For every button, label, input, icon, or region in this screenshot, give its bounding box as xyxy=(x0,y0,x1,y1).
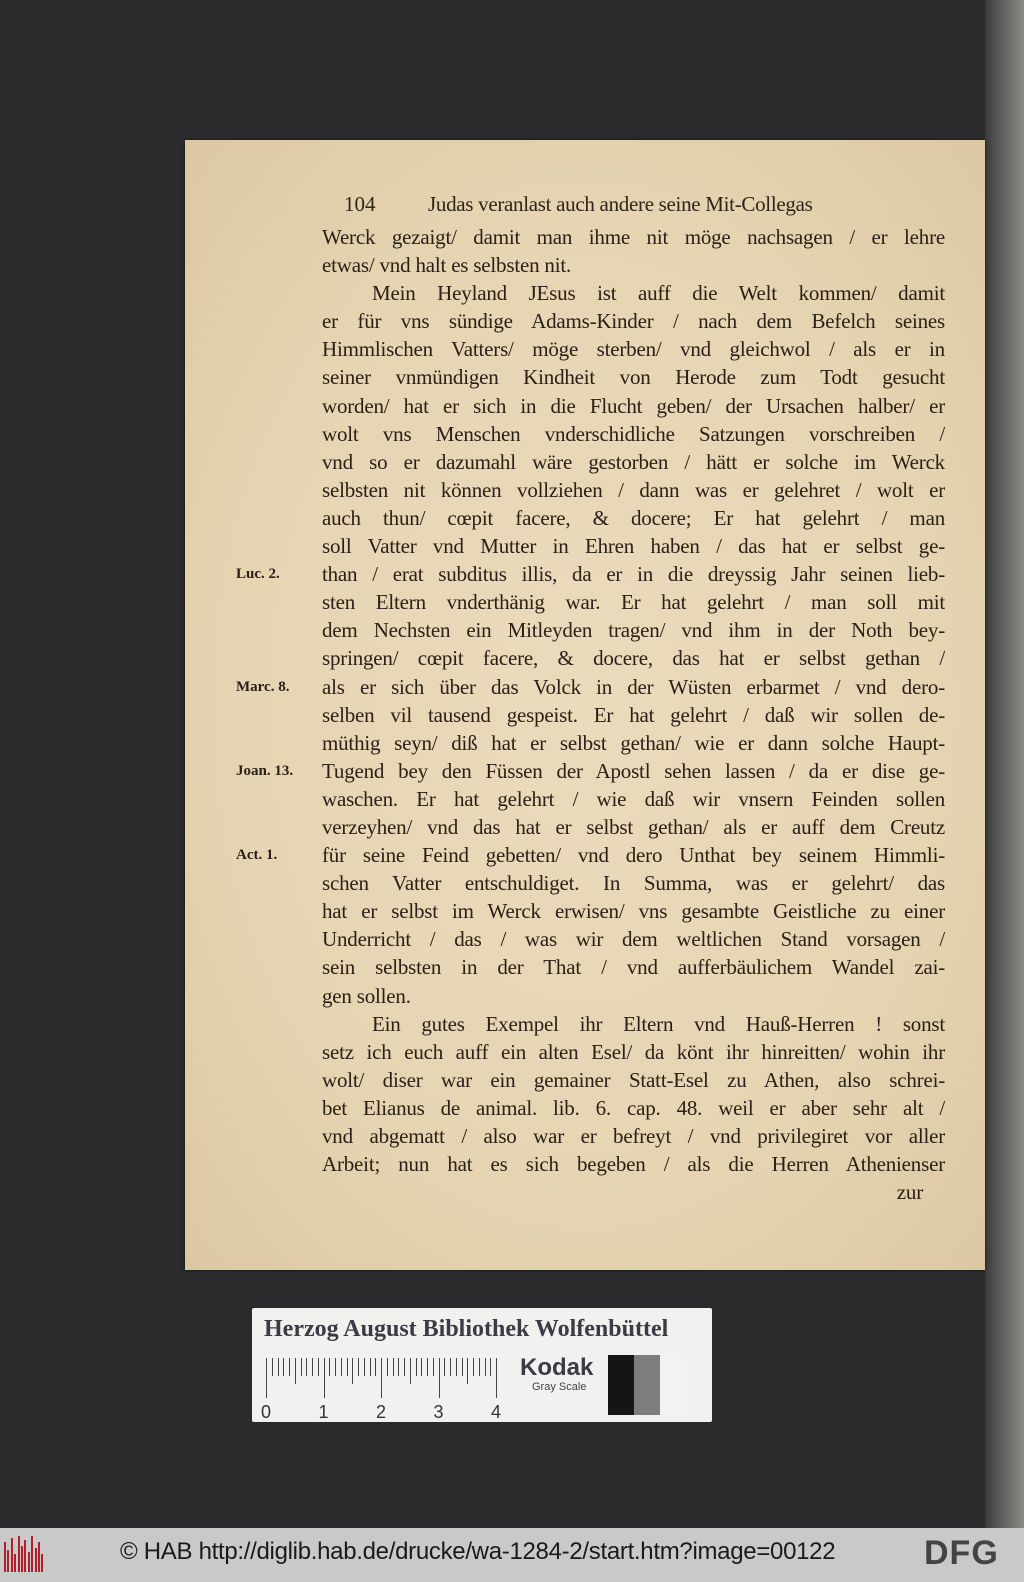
kodak-logo: Kodak xyxy=(520,1354,594,1381)
marginal-reference: Joan. 13. xyxy=(236,762,294,779)
text-line: für seine Feind gebetten/ vnd dero Unthat bey seinem Himmli- xyxy=(322,843,945,868)
ruler-tick xyxy=(358,1358,359,1376)
ruler-tick xyxy=(272,1358,273,1376)
ruler-tick xyxy=(444,1358,445,1376)
text-line: soll Vatter vnd Mutter in Ehren haben / das hat er selbst ge- xyxy=(322,534,945,559)
ruler-number: 4 xyxy=(491,1402,502,1422)
ruler-tick xyxy=(462,1358,463,1376)
ruler-tick xyxy=(416,1358,417,1376)
logo-bar xyxy=(41,1554,43,1572)
ruler-tick xyxy=(306,1358,307,1376)
text-line: er für vns sündige Adams-Kinder / nach dem Befelch seines xyxy=(322,309,945,334)
running-head-title: Judas veranlast auch andere seine Mit-Collegas xyxy=(428,192,813,216)
text-line: gen sollen. xyxy=(322,983,411,1008)
footer-bar xyxy=(0,1528,1024,1582)
ruler-tick xyxy=(352,1358,353,1384)
ruler-tick xyxy=(387,1358,388,1376)
gray-scale-label: Gray Scale xyxy=(532,1381,587,1393)
ruler-tick xyxy=(450,1358,451,1376)
ruler-tick xyxy=(433,1358,434,1376)
text-line: als er sich über das Volck in der Wüsten erbarmet / vnd dero- xyxy=(322,674,945,699)
text-line: waschen. Er hat gelehrt / wie daß wir vnsern Feinden sollen xyxy=(322,786,945,811)
ruler-tick xyxy=(473,1358,474,1376)
ruler-number: 1 xyxy=(318,1402,329,1422)
ruler-scale xyxy=(261,1358,506,1422)
text-line: vnd abgematt / also war er befreyt / vnd privilegiret vor aller xyxy=(322,1124,945,1148)
text-line: verzeyhen/ vnd das hat er selbst gethan/ als er auff dem Creutz xyxy=(322,814,945,839)
text-line: springen/ cœpit facere, & docere, das hat er selbst gethan / xyxy=(322,646,945,671)
ruler-tick xyxy=(398,1358,399,1376)
text-line: bet Elianus de animal. lib. 6. cap. 48. weil er aber sehr alt / xyxy=(322,1095,945,1120)
ruler-tick xyxy=(490,1358,491,1376)
ruler-tick xyxy=(318,1358,319,1376)
logo-bar xyxy=(28,1552,30,1572)
text-line: Ein gutes Exempel ihr Eltern vnd Hauß-Herren ! sonst xyxy=(372,1011,945,1036)
gray-patch xyxy=(660,1355,686,1415)
logo-bar xyxy=(4,1542,6,1572)
ruler-tick xyxy=(335,1358,336,1376)
ruler-tick xyxy=(283,1358,284,1376)
marginal-reference: Luc. 2. xyxy=(236,566,280,583)
ruler-tick xyxy=(266,1358,267,1398)
ruler-tick xyxy=(312,1358,313,1376)
logo-bar xyxy=(7,1550,9,1572)
ruler-tick xyxy=(347,1358,348,1376)
ruler-tick xyxy=(329,1358,330,1376)
logo-bar xyxy=(24,1540,26,1572)
text-line: Tugend bey den Füssen der Apostl sehen lassen / da er dise ge- xyxy=(322,758,945,783)
ruler-tick xyxy=(393,1358,394,1376)
body-text xyxy=(322,223,945,1206)
text-line: selbsten nit können vollziehen / dann was er gelehret / wolt er xyxy=(322,477,945,502)
ruler-tick xyxy=(324,1358,325,1398)
ruler-number: 2 xyxy=(376,1402,387,1422)
catchword: zur xyxy=(896,1180,923,1205)
ruler-tick xyxy=(439,1358,440,1398)
book-edge xyxy=(985,0,1024,1528)
ruler-tick xyxy=(467,1358,468,1384)
ruler-tick xyxy=(375,1358,376,1376)
running-header xyxy=(344,192,884,220)
ruler-tick xyxy=(410,1358,411,1384)
text-line: vnd so er dazumahl wäre gestorben / hätt er solche im Werck xyxy=(322,449,945,474)
gray-patch xyxy=(634,1355,660,1415)
text-line: sten Eltern vnderthänig war. Er hat gelehrt / man soll mit xyxy=(322,590,945,615)
copyright-url[interactable]: © HAB http://diglib.hab.de/drucke/wa-1284-2/start.htm?image=00122 xyxy=(120,1538,836,1565)
gray-patch xyxy=(608,1355,634,1415)
text-line: dem Nechsten ein Mitleyden tragen/ vnd ihm in der Noth bey- xyxy=(322,618,945,643)
text-line: wolt vns Menschen vnderschidliche Satzungen vorschreiben / xyxy=(322,421,945,446)
ruler-tick xyxy=(485,1358,486,1376)
page-number: 104 xyxy=(344,192,376,216)
text-line: Werck gezaigt/ damit man ihme nit möge nachsagen / er lehre xyxy=(322,225,945,249)
hab-logo-icon xyxy=(4,1536,46,1572)
dfg-logo: DFG xyxy=(924,1534,999,1572)
text-line: hat er selbst im Werck erwisen/ vns gesambte Geistliche zu einer xyxy=(322,899,945,924)
ruler-tick xyxy=(427,1358,428,1376)
logo-bar xyxy=(21,1546,23,1572)
text-line: Himmlischen Vatters/ möge sterben/ vnd gleichwol / als er in xyxy=(322,337,945,362)
text-line: than / erat subditus illis, da er in die dreyssig Jahr seinen lieb- xyxy=(322,562,945,587)
text-line: selben vil tausend gespeist. Er hat gelehrt / daß wir sollen de- xyxy=(322,702,945,727)
text-line: Mein Heyland JEsus ist auff die Welt kommen/ damit xyxy=(372,281,945,306)
text-line: worden/ hat er sich in die Flucht geben/ der Ursachen halber/ er xyxy=(322,393,945,418)
ruler-tick xyxy=(479,1358,480,1376)
ruler-tick xyxy=(289,1358,290,1376)
ruler-tick xyxy=(421,1358,422,1376)
marginal-reference: Act. 1. xyxy=(236,847,278,864)
text-line: etwas/ vnd halt es selbsten nit. xyxy=(322,253,572,278)
logo-bar xyxy=(14,1554,16,1572)
logo-bar xyxy=(11,1538,13,1572)
text-line: sein selbsten in der That / vnd aufferbäulichem Wandel zai- xyxy=(322,955,945,980)
text-line: wolt/ diser war ein gemainer Statt-Esel zu Athen, also schrei- xyxy=(322,1067,945,1092)
ruler-tick xyxy=(381,1358,382,1398)
logo-bar xyxy=(35,1548,37,1572)
logo-bar xyxy=(38,1542,40,1572)
text-line: Underricht / das / was wir dem weltlichen Stand vorsagen / xyxy=(322,927,945,952)
ruler-tick xyxy=(496,1358,497,1398)
ruler-tick xyxy=(295,1358,296,1384)
color-calibration-card xyxy=(252,1308,712,1422)
text-line: müthig seyn/ diß hat er selbst gethan/ wie er dann solche Haupt- xyxy=(322,730,945,755)
ruler-tick xyxy=(278,1358,279,1376)
library-name: Herzog August Bibliothek Wolfenbüttel xyxy=(264,1316,669,1342)
text-line: seiner vnmündigen Kindheit von Herode zum Todt gesucht xyxy=(322,365,945,390)
ruler-tick xyxy=(301,1358,302,1376)
ruler-tick xyxy=(456,1358,457,1376)
ruler-number: 3 xyxy=(433,1402,444,1422)
text-line: auch thun/ cœpit facere, & docere; Er hat gelehrt / man xyxy=(322,505,945,530)
ruler-tick xyxy=(404,1358,405,1376)
ruler-tick xyxy=(341,1358,342,1376)
ruler-number: 0 xyxy=(261,1402,272,1422)
text-line: setz ich euch auff ein alten Esel/ da könt ihr hinreitten/ wohin ihr xyxy=(322,1039,945,1064)
marginal-reference: Marc. 8. xyxy=(236,678,290,695)
text-line: Arbeit; nun hat es sich begeben / als die Herren Athenienser xyxy=(322,1152,945,1177)
ruler-tick xyxy=(364,1358,365,1376)
ruler-tick xyxy=(370,1358,371,1376)
logo-bar xyxy=(31,1536,33,1572)
text-line: schen Vatter entschuldiget. In Summa, was er gelehrt/ das xyxy=(322,871,945,896)
logo-bar xyxy=(18,1536,20,1572)
